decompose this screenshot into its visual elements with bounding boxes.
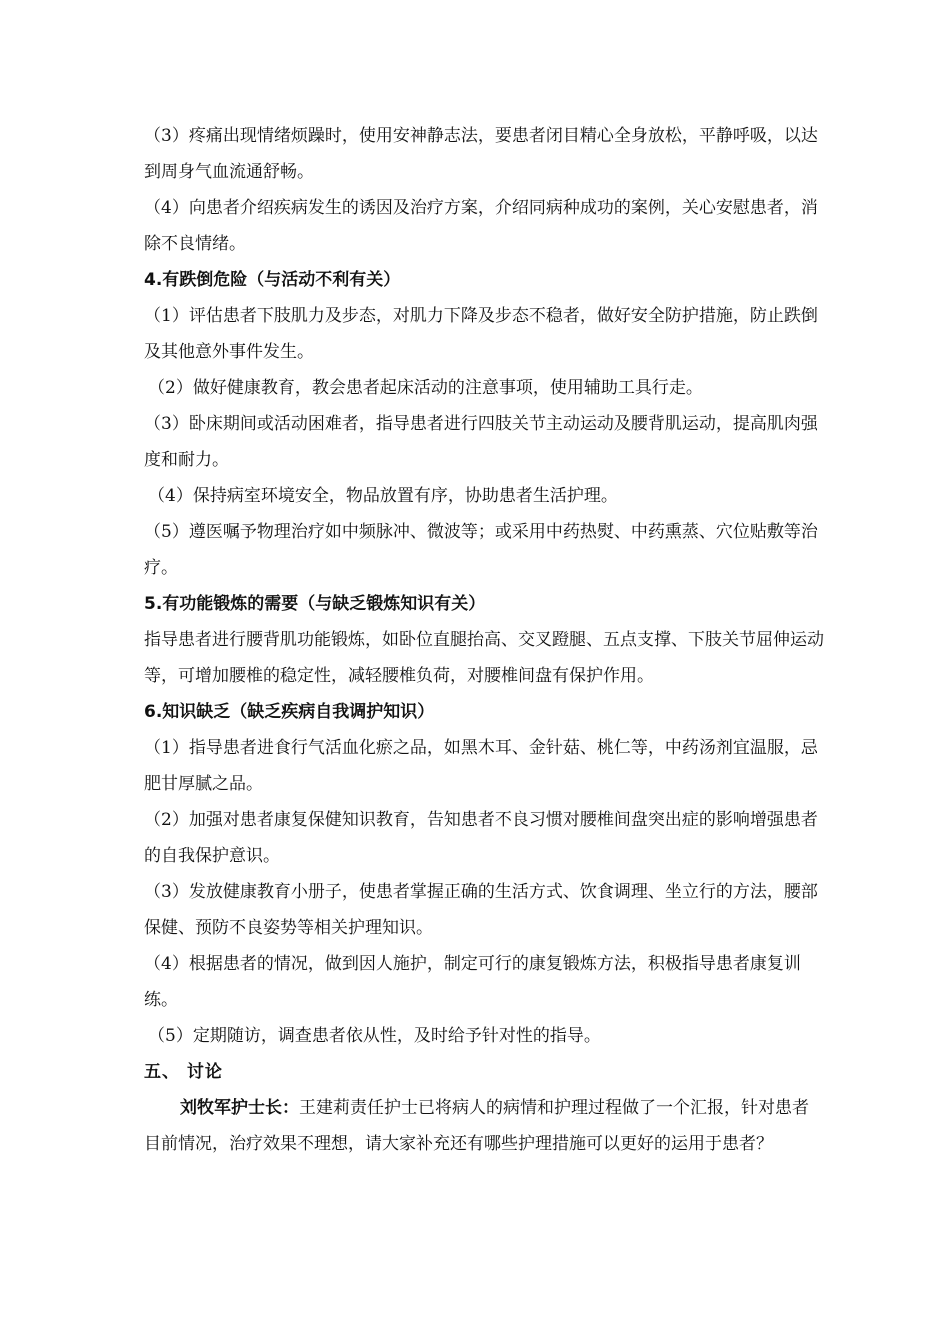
paragraph: （5）定期随访，调查患者依从性，及时给予针对性的指导。 (148, 1026, 601, 1046)
subsection-heading: 6.知识缺乏（缺乏疾病自我调护知识） (144, 702, 435, 722)
paragraph: 指导患者进行腰背肌功能锻炼，如卧位直腿抬高、交叉蹬腿、五点支撑、下肢关节屈伸运动等，可增加腰椎的稳定性，减轻腰椎负荷，对腰椎间盘有保护作用。 (144, 630, 824, 686)
subsection-heading: 5.有功能锻炼的需要（与缺乏锻炼知识有关） (144, 594, 486, 614)
paragraph: （2）做好健康教育，教会患者起床活动的注意事项，使用辅助工具行走。 (148, 378, 703, 398)
document-page (144, 118, 824, 1162)
paragraph: （3）疼痛出现情绪烦躁时，使用安神静志法，要患者闭目精心全身放松，平静呼吸，以达到周身气血流通舒畅。 (144, 126, 818, 182)
paragraph: （4）向患者介绍疾病发生的诱因及治疗方案，介绍同病种成功的案例，关心安慰患者，消除不良情绪。 (144, 198, 818, 254)
section-title: 五、 讨论 (144, 1062, 223, 1082)
paragraph: （1）评估患者下肢肌力及步态，对肌力下降及步态不稳者，做好安全防护措施，防止跌倒及其他意外事件发生。 (144, 306, 818, 362)
paragraph: （5）遵医嘱予物理治疗如中频脉冲、微波等；或采用中药热熨、中药熏蒸、穴位贴敷等治疗。 (144, 522, 818, 578)
paragraph: （4）保持病室环境安全，物品放置有序，协助患者生活护理。 (148, 486, 618, 506)
paragraph: （1）指导患者进食行气活血化瘀之品，如黑木耳、金针菇、桃仁等，中药汤剂宜温服，忌肥甘厚腻之品。 (144, 738, 818, 794)
subsection-heading: 4.有跌倒危险（与活动不利有关） (144, 270, 401, 290)
speaker-name: 刘牧军护士长： (180, 1098, 299, 1118)
paragraph: （3）发放健康教育小册子，使患者掌握正确的生活方式、饮食调理、坐立行的方法，腰部保健、预防不良姿势等相关护理知识。 (144, 882, 818, 938)
discussion-paragraph (144, 1090, 824, 1162)
paragraph: （3）卧床期间或活动困难者，指导患者进行四肢关节主动运动及腰背肌运动，提高肌肉强度和耐力。 (144, 414, 818, 470)
paragraph: （2）加强对患者康复保健知识教育，告知患者不良习惯对腰椎间盘突出症的影响增强患者的自我保护意识。 (144, 810, 818, 866)
paragraph: （4）根据患者的情况，做到因人施护，制定可行的康复锻炼方法，积极指导患者康复训练。 (144, 954, 801, 1010)
discussion-text: 王建莉责任护士已将病人的病情和护理过程做了一个汇报，针对患者目前情况，治疗效果不理想，请大家补充还有哪些护理措施可以更好的运用于患者？ (144, 1098, 809, 1154)
